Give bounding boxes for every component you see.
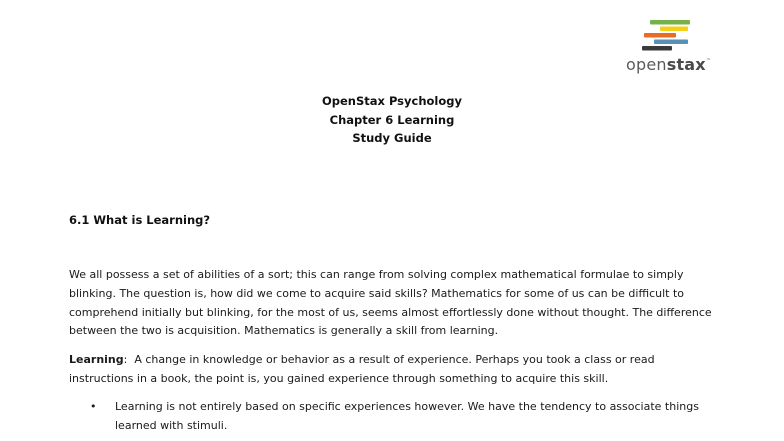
definition-text: A change in knowledge or behavior as a result of experience. Perhaps you took a class or read instructions in a book, the point is, you gained experience through something to acquire this skill. [69,353,655,385]
list-item [69,398,719,436]
openstax-logo [624,20,724,76]
intro-paragraph: We all possess a set of abilities of a sort; this can range from solving complex mathematical formulae to simply blinking. The question is, how did we come to acquire said skills? Mathematics for some of us can be difficult to comprehend initially but blinking, for the most of us, seems almost effortlessly done without thought. The difference between the two is acquisition. Mathematics is generally a skill from learning. [69,268,712,338]
bullet-list [69,398,719,436]
title-line-book: OpenStax Psychology [322,94,462,108]
book-stack-icon [638,20,698,54]
definition-term: Learning [69,353,124,366]
title-line-guide: Study Guide [352,131,432,145]
document-title [0,92,784,148]
section-heading: 6.1 What is Learning? [69,213,211,227]
bullet-text: Learning is not entirely based on specific experiences however. We have the tendency to associate things learned with stimuli. [115,400,699,432]
definition-paragraph [69,351,719,389]
definition-separator: : [123,353,128,366]
title-line-chapter: Chapter 6 Learning [329,112,455,127]
openstax-wordmark: openstax™ [626,55,712,74]
bullet-icon: • [90,400,97,413]
